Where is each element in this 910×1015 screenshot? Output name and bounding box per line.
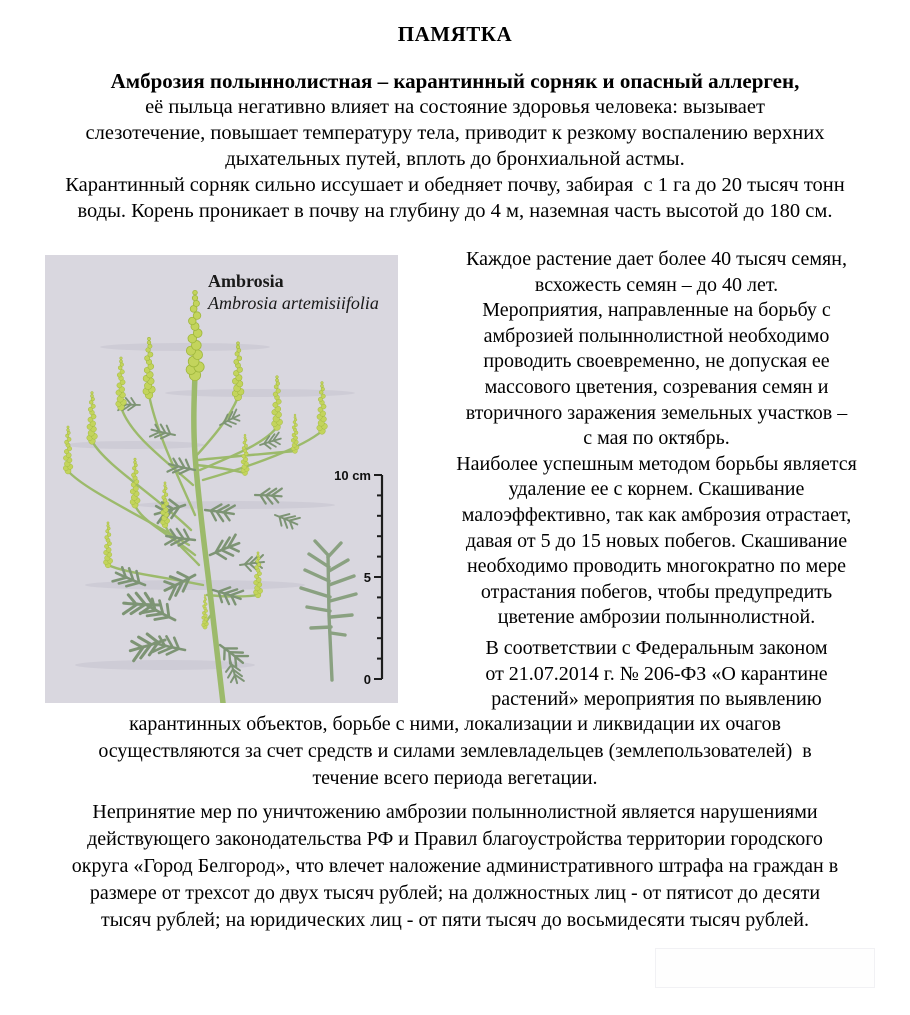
body-line: малоэффективно, так как амброзия отрастает, [461, 503, 852, 526]
body-line: В соответствии с Федеральным законом [485, 636, 828, 659]
body-line: от 21.07.2014 г. № 206-ФЗ «О карантине [485, 662, 828, 685]
body-line: округа «Город Белгород», что влечет наложение административного штрафа на граждан в [71, 855, 839, 877]
body-line: отрастания побегов, чтобы предупредить [480, 580, 833, 603]
scale-label-mid: 5 [363, 570, 371, 585]
intro-line: Карантинный сорняк сильно иссушает и обедняет почву, забирая с 1 га до 20 тысяч тонн [65, 174, 845, 196]
body-line: действующего законодательства РФ и Правил благоустройства территории городского [87, 828, 823, 850]
body-line: Каждое растение дает более 40 тысяч семян, [466, 248, 847, 270]
body-line: удаление ее с корнем. Скашивание [508, 478, 805, 501]
body-line: необходимо проводить многократно по мере [466, 555, 847, 578]
right-column [408, 247, 905, 713]
genus-label: Ambrosia [208, 271, 284, 291]
body-line: массового цветения, созревания семян и [484, 375, 829, 398]
body-line: тысяч рублей; на юридических лиц - от пяти тысяч до восьмидесяти тысяч рублей. [100, 909, 810, 931]
body-line: Непринятие мер по уничтожению амброзии полыннолистной является нарушениями [92, 801, 818, 823]
body-line: течение всего периода вегетации. [312, 767, 598, 789]
body-line: осуществляются за счет средств и силами землевладельцев (землепользователей) в [98, 740, 812, 762]
body-line: с мая по октябрь. [583, 427, 730, 450]
law-continuation-paragraph [30, 711, 880, 792]
species-label: Ambrosia artemisiifolia [208, 293, 379, 313]
body-line: давая от 5 до 15 новых побегов. Скашивание [465, 529, 848, 552]
plant-photo [45, 255, 398, 703]
intro-section [30, 68, 880, 224]
body-line: амброзией полыннолистной необходимо [483, 324, 830, 347]
body-line: Мероприятия, направленные на борьбу с [482, 299, 831, 322]
body-line: вторичного заражения земельных участков – [465, 401, 848, 424]
intro-heading: Амброзия полыннолистная – карантинный сорняк и опасный аллерген, [110, 69, 800, 93]
penalties-paragraph [30, 799, 880, 934]
fight-measures-paragraph [408, 247, 905, 631]
body-line: размере от трехсот до двух тысяч рублей; на должностных лиц - от пятисот до десяти [89, 882, 821, 904]
body-line: карантинных объектов, борьбе с ними, локализации и ликвидации их очагов [129, 713, 781, 735]
federal-law-paragraph [408, 636, 905, 713]
scale-label-top: 10 cm [334, 468, 371, 483]
body-line: растений» мероприятия по выявлению [491, 688, 822, 711]
scale-label-bottom: 0 [363, 672, 371, 687]
intro-line: слезотечение, повышает температуру тела, приводит к резкому воспалению верхних [85, 122, 825, 144]
intro-line: её пыльца негативно влияет на состояние здоровья человека: вызывает [145, 96, 765, 118]
intro-line: воды. Корень проникает в почву на глубину до 4 м, наземная часть высотой до 180 см. [77, 200, 833, 222]
body-line: проводить своевременно, не допуская ее [483, 350, 830, 373]
intro-line: дыхательных путей, вплоть до бронхиальной астмы. [225, 148, 685, 170]
memo-title: ПАМЯТКА [397, 22, 513, 46]
body-line: всхожесть семян – до 40 лет. [534, 273, 779, 296]
body-line: цветение амброзии полыннолистной. [497, 606, 816, 629]
scan-artifact [655, 948, 875, 988]
body-line: Наиболее успешным методом борьбы является [456, 452, 857, 475]
